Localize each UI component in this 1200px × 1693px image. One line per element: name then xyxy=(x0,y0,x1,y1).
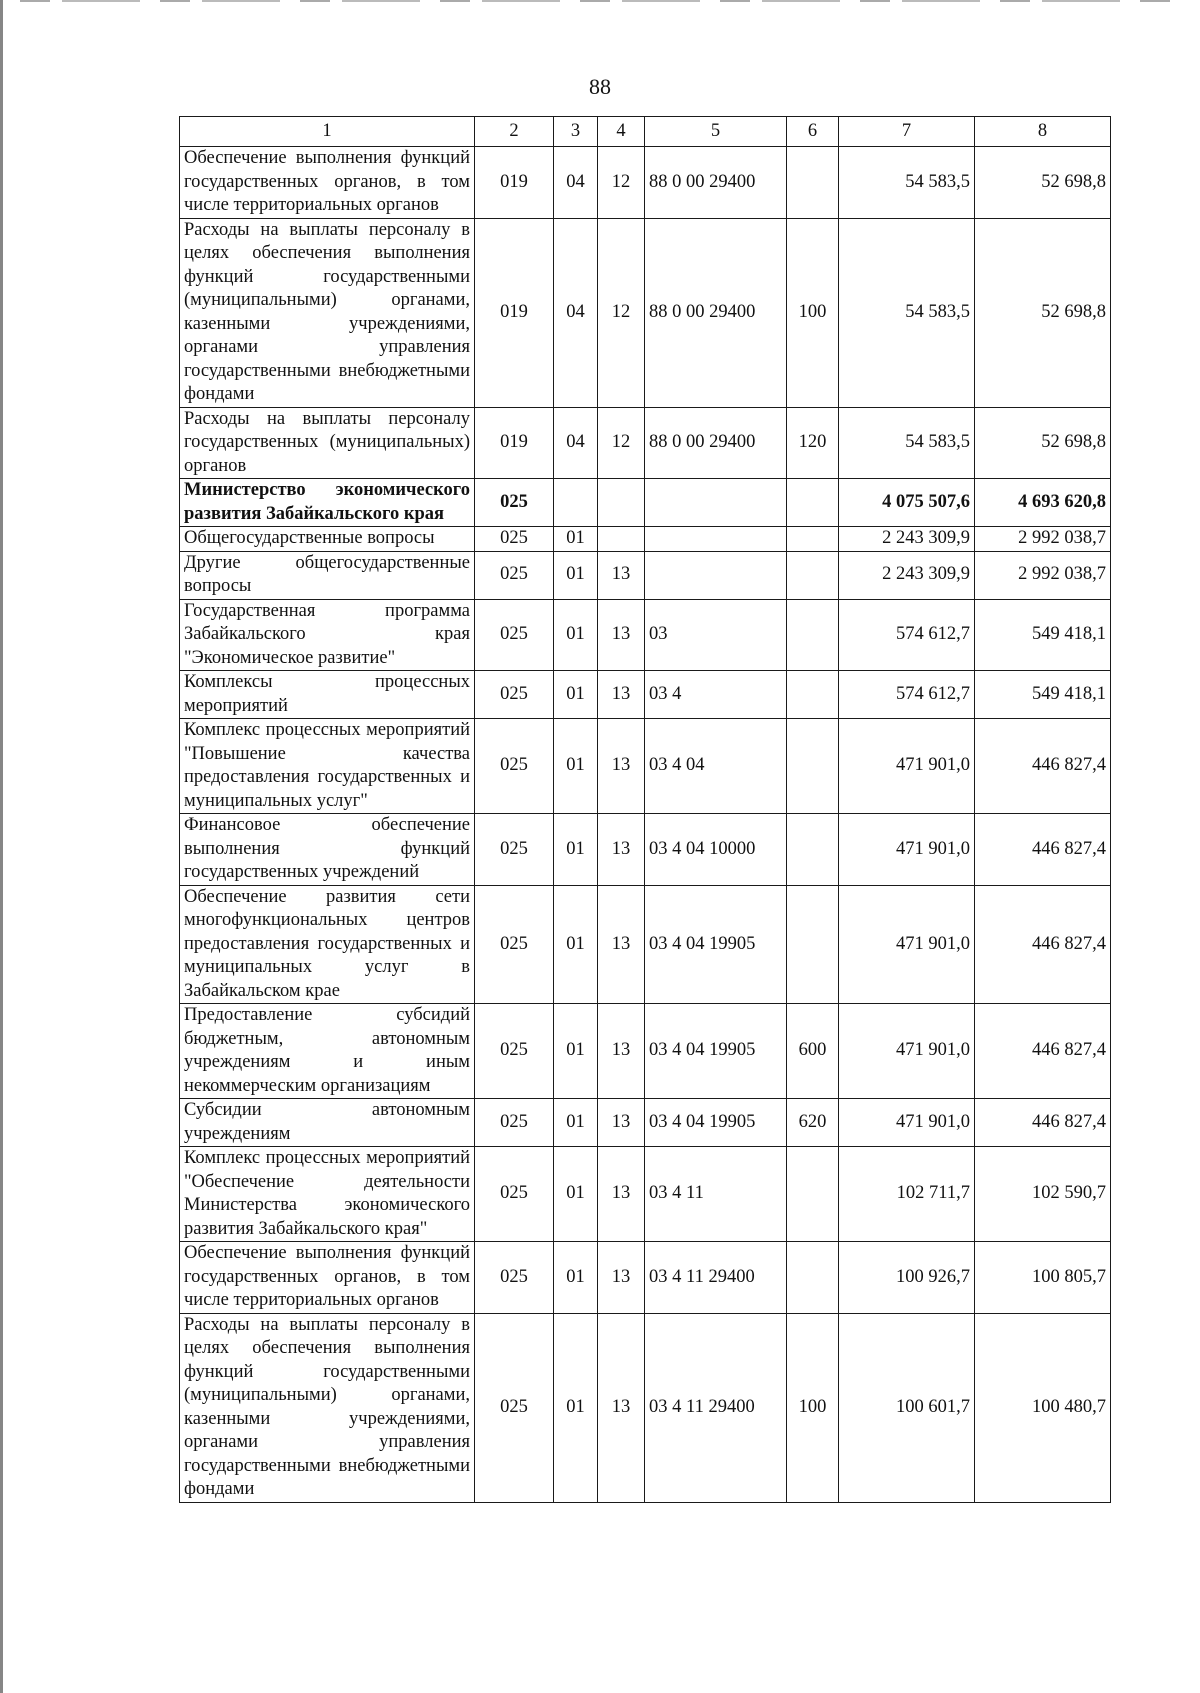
cell-subsection: 13 xyxy=(598,1004,645,1099)
cell-subsection: 13 xyxy=(598,1099,645,1147)
cell-subsection: 13 xyxy=(598,1147,645,1242)
cell-amount-year1: 100 601,7 xyxy=(839,1313,975,1502)
column-header: 3 xyxy=(554,117,598,147)
cell-subsection: 13 xyxy=(598,885,645,1004)
cell-name: Расходы на выплаты персоналу государственных (муниципальных) органов xyxy=(180,407,475,479)
cell-section: 01 xyxy=(554,814,598,886)
cell-amount-year1: 2 243 309,9 xyxy=(839,527,975,552)
cell-target-article xyxy=(645,479,787,527)
cell-expense-type xyxy=(787,551,839,599)
budget-table xyxy=(179,116,1111,1503)
scan-top-rule xyxy=(20,0,1180,2)
cell-section: 01 xyxy=(554,1242,598,1314)
cell-target-article: 88 0 00 29400 xyxy=(645,407,787,479)
cell-expense-type xyxy=(787,885,839,1004)
cell-ministry-code: 025 xyxy=(475,814,554,886)
cell-name: Обеспечение развития сети многофункциональных центров предоставления государственных и муниципальных услуг в Забайкальском крае xyxy=(180,885,475,1004)
cell-target-article: 03 4 04 19905 xyxy=(645,885,787,1004)
cell-section: 04 xyxy=(554,147,598,219)
cell-amount-year2: 100 805,7 xyxy=(975,1242,1111,1314)
cell-section: 01 xyxy=(554,1147,598,1242)
cell-subsection: 13 xyxy=(598,1242,645,1314)
table-row xyxy=(180,814,1111,886)
cell-amount-year2: 52 698,8 xyxy=(975,147,1111,219)
cell-expense-type xyxy=(787,527,839,552)
cell-target-article: 03 4 11 xyxy=(645,1147,787,1242)
cell-amount-year2: 102 590,7 xyxy=(975,1147,1111,1242)
cell-amount-year2: 4 693 620,8 xyxy=(975,479,1111,527)
column-header: 5 xyxy=(645,117,787,147)
cell-amount-year1: 54 583,5 xyxy=(839,218,975,407)
table-row xyxy=(180,1147,1111,1242)
cell-ministry-code: 025 xyxy=(475,527,554,552)
column-header: 4 xyxy=(598,117,645,147)
cell-amount-year1: 471 901,0 xyxy=(839,1099,975,1147)
table-body xyxy=(180,147,1111,1503)
cell-amount-year1: 471 901,0 xyxy=(839,885,975,1004)
cell-expense-type xyxy=(787,1147,839,1242)
cell-target-article: 03 4 11 29400 xyxy=(645,1313,787,1502)
cell-subsection xyxy=(598,527,645,552)
cell-section: 01 xyxy=(554,671,598,719)
table-row xyxy=(180,671,1111,719)
cell-ministry-code: 025 xyxy=(475,1147,554,1242)
cell-name: Общегосударственные вопросы xyxy=(180,527,475,552)
cell-section: 01 xyxy=(554,719,598,814)
cell-amount-year1: 471 901,0 xyxy=(839,719,975,814)
cell-ministry-code: 019 xyxy=(475,407,554,479)
cell-amount-year2: 446 827,4 xyxy=(975,885,1111,1004)
cell-target-article: 03 4 04 19905 xyxy=(645,1099,787,1147)
cell-target-article: 03 4 04 19905 xyxy=(645,1004,787,1099)
cell-amount-year1: 2 243 309,9 xyxy=(839,551,975,599)
header-row xyxy=(180,117,1111,147)
cell-amount-year1: 4 075 507,6 xyxy=(839,479,975,527)
cell-section: 01 xyxy=(554,599,598,671)
cell-ministry-code: 025 xyxy=(475,599,554,671)
table-row xyxy=(180,1004,1111,1099)
cell-amount-year2: 2 992 038,7 xyxy=(975,551,1111,599)
column-header: 6 xyxy=(787,117,839,147)
cell-expense-type xyxy=(787,599,839,671)
cell-subsection: 12 xyxy=(598,407,645,479)
cell-name: Комплексы процессных мероприятий xyxy=(180,671,475,719)
cell-expense-type: 620 xyxy=(787,1099,839,1147)
cell-amount-year1: 54 583,5 xyxy=(839,407,975,479)
cell-amount-year1: 54 583,5 xyxy=(839,147,975,219)
table-row xyxy=(180,407,1111,479)
cell-subsection: 13 xyxy=(598,719,645,814)
cell-ministry-code: 025 xyxy=(475,671,554,719)
cell-target-article: 03 4 04 xyxy=(645,719,787,814)
cell-ministry-code: 025 xyxy=(475,479,554,527)
column-header: 7 xyxy=(839,117,975,147)
cell-amount-year1: 100 926,7 xyxy=(839,1242,975,1314)
cell-section: 01 xyxy=(554,551,598,599)
cell-target-article xyxy=(645,551,787,599)
page-number: 88 xyxy=(589,74,611,99)
cell-expense-type: 120 xyxy=(787,407,839,479)
cell-ministry-code: 025 xyxy=(475,1099,554,1147)
cell-expense-type xyxy=(787,479,839,527)
cell-name: Финансовое обеспечение выполнения функций государственных учреждений xyxy=(180,814,475,886)
cell-expense-type xyxy=(787,719,839,814)
column-header: 8 xyxy=(975,117,1111,147)
cell-amount-year2: 2 992 038,7 xyxy=(975,527,1111,552)
cell-target-article: 88 0 00 29400 xyxy=(645,218,787,407)
cell-ministry-code: 025 xyxy=(475,719,554,814)
cell-amount-year2: 446 827,4 xyxy=(975,719,1111,814)
cell-subsection: 13 xyxy=(598,1313,645,1502)
table-row xyxy=(180,1313,1111,1502)
cell-amount-year2: 549 418,1 xyxy=(975,671,1111,719)
cell-ministry-code: 025 xyxy=(475,1313,554,1502)
cell-name: Расходы на выплаты персоналу в целях обеспечения выполнения функций государственными (муниципальными) органами, казенными учреждениями, органами управления государственными внебюджетными фондами xyxy=(180,1313,475,1502)
cell-name: Министерство экономического развития Забайкальского края xyxy=(180,479,475,527)
table-row xyxy=(180,479,1111,527)
cell-expense-type: 100 xyxy=(787,218,839,407)
cell-name: Расходы на выплаты персоналу в целях обеспечения выполнения функций государственными (муниципальными) органами, казенными учреждениями, органами управления государственными внебюджетными фондами xyxy=(180,218,475,407)
cell-section: 01 xyxy=(554,885,598,1004)
cell-subsection: 13 xyxy=(598,599,645,671)
cell-amount-year1: 102 711,7 xyxy=(839,1147,975,1242)
cell-name: Другие общегосударственные вопросы xyxy=(180,551,475,599)
cell-expense-type xyxy=(787,814,839,886)
cell-subsection: 12 xyxy=(598,147,645,219)
cell-section: 01 xyxy=(554,1099,598,1147)
cell-expense-type xyxy=(787,147,839,219)
table-row xyxy=(180,719,1111,814)
cell-subsection: 12 xyxy=(598,218,645,407)
table-row xyxy=(180,527,1111,552)
cell-amount-year2: 52 698,8 xyxy=(975,218,1111,407)
cell-name: Комплекс процессных мероприятий "Обеспечение деятельности Министерства экономического развития Забайкальского края" xyxy=(180,1147,475,1242)
cell-amount-year1: 574 612,7 xyxy=(839,599,975,671)
cell-section: 01 xyxy=(554,1004,598,1099)
cell-amount-year2: 100 480,7 xyxy=(975,1313,1111,1502)
cell-name: Обеспечение выполнения функций государственных органов, в том числе территориальных органов xyxy=(180,1242,475,1314)
table-row xyxy=(180,551,1111,599)
column-header: 1 xyxy=(180,117,475,147)
cell-name: Субсидии автономным учреждениям xyxy=(180,1099,475,1147)
cell-target-article xyxy=(645,527,787,552)
cell-subsection: 13 xyxy=(598,671,645,719)
cell-name: Комплекс процессных мероприятий "Повышение качества предоставления государственных и муниципальных услуг" xyxy=(180,719,475,814)
cell-target-article: 03 4 xyxy=(645,671,787,719)
table-row xyxy=(180,885,1111,1004)
cell-target-article: 03 4 04 10000 xyxy=(645,814,787,886)
column-header: 2 xyxy=(475,117,554,147)
table-row xyxy=(180,218,1111,407)
cell-name: Государственная программа Забайкальского края "Экономическое развитие" xyxy=(180,599,475,671)
cell-amount-year1: 471 901,0 xyxy=(839,814,975,886)
cell-target-article: 03 xyxy=(645,599,787,671)
cell-section xyxy=(554,479,598,527)
table-row xyxy=(180,599,1111,671)
cell-amount-year2: 446 827,4 xyxy=(975,814,1111,886)
table-row xyxy=(180,1242,1111,1314)
cell-expense-type xyxy=(787,1242,839,1314)
cell-amount-year2: 446 827,4 xyxy=(975,1099,1111,1147)
cell-expense-type: 100 xyxy=(787,1313,839,1502)
cell-subsection: 13 xyxy=(598,551,645,599)
cell-section: 04 xyxy=(554,407,598,479)
cell-name: Обеспечение выполнения функций государственных органов, в том числе территориальных органов xyxy=(180,147,475,219)
cell-ministry-code: 025 xyxy=(475,1242,554,1314)
cell-ministry-code: 025 xyxy=(475,1004,554,1099)
cell-ministry-code: 025 xyxy=(475,885,554,1004)
cell-expense-type: 600 xyxy=(787,1004,839,1099)
table-row xyxy=(180,1099,1111,1147)
scan-left-edge xyxy=(0,0,3,1693)
cell-amount-year2: 52 698,8 xyxy=(975,407,1111,479)
cell-amount-year1: 471 901,0 xyxy=(839,1004,975,1099)
cell-section: 01 xyxy=(554,527,598,552)
cell-amount-year2: 549 418,1 xyxy=(975,599,1111,671)
table-row xyxy=(180,147,1111,219)
cell-section: 01 xyxy=(554,1313,598,1502)
cell-expense-type xyxy=(787,671,839,719)
cell-name: Предоставление субсидий бюджетным, автономным учреждениям и иным некоммерческим организациям xyxy=(180,1004,475,1099)
cell-subsection xyxy=(598,479,645,527)
cell-ministry-code: 025 xyxy=(475,551,554,599)
cell-target-article: 03 4 11 29400 xyxy=(645,1242,787,1314)
cell-subsection: 13 xyxy=(598,814,645,886)
cell-amount-year2: 446 827,4 xyxy=(975,1004,1111,1099)
cell-target-article: 88 0 00 29400 xyxy=(645,147,787,219)
cell-amount-year1: 574 612,7 xyxy=(839,671,975,719)
cell-section: 04 xyxy=(554,218,598,407)
cell-ministry-code: 019 xyxy=(475,147,554,219)
cell-ministry-code: 019 xyxy=(475,218,554,407)
